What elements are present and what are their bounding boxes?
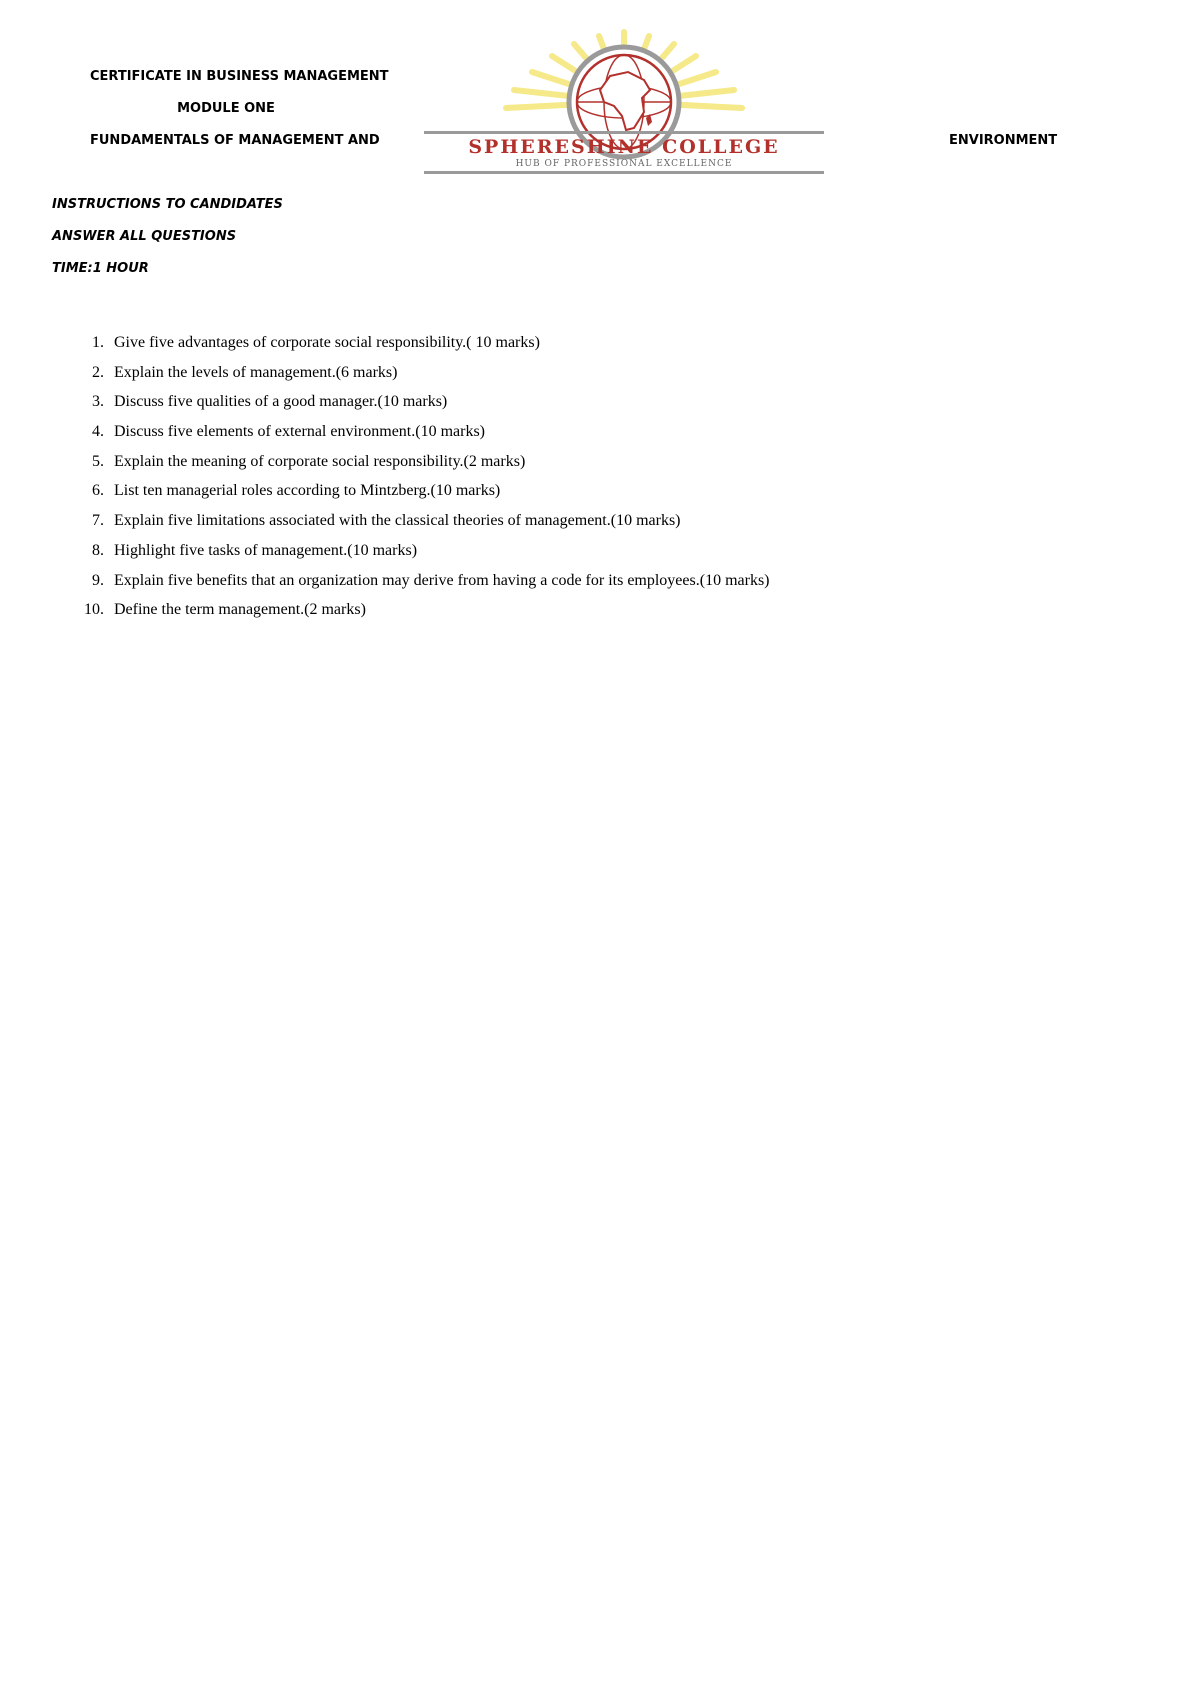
- question-number: 7.: [92, 512, 104, 530]
- question-item: [60, 571, 770, 601]
- answer-all-note: ANSWER ALL QUESTIONS: [52, 229, 237, 244]
- module-label: MODULE ONE: [177, 101, 275, 116]
- question-text: Explain five limitations associated with the classical theories of management.(10 marks): [114, 512, 681, 530]
- question-number: 9.: [92, 571, 104, 589]
- question-number: 8.: [92, 541, 104, 559]
- question-text: Discuss five elements of external environment.(10 marks): [114, 423, 485, 441]
- instructions-heading: INSTRUCTIONS TO CANDIDATES: [52, 197, 283, 212]
- certificate-title: CERTIFICATE IN BUSINESS MANAGEMENT: [90, 69, 389, 84]
- college-logo: [414, 24, 834, 194]
- question-text: Highlight five tasks of management.(10 marks): [114, 541, 418, 559]
- question-text: List ten managerial roles according to Mintzberg.(10 marks): [114, 482, 501, 500]
- question-number: 2.: [92, 363, 104, 381]
- question-number: 4.: [92, 423, 104, 441]
- question-item: [60, 452, 770, 482]
- course-title-left: FUNDAMENTALS OF MANAGEMENT AND: [90, 133, 380, 148]
- question-number: 10.: [84, 601, 104, 619]
- question-item: [60, 333, 770, 363]
- question-item: [60, 481, 770, 511]
- question-item: [60, 600, 770, 630]
- question-item: [60, 363, 770, 393]
- question-text: Define the term management.(2 marks): [114, 601, 366, 619]
- time-allowed: TIME:1 HOUR: [52, 261, 149, 276]
- question-text: Give five advantages of corporate social responsibility.( 10 marks): [114, 334, 540, 351]
- question-number: 6.: [92, 482, 104, 500]
- question-item: [60, 422, 770, 452]
- question-number: 1.: [92, 334, 104, 351]
- question-item: [60, 541, 770, 571]
- question-number: 5.: [92, 452, 104, 470]
- question-text: Explain five benefits that an organization may derive from having a code for its employees.(10 marks): [114, 571, 770, 589]
- question-list: [60, 333, 770, 630]
- course-title-right: ENVIRONMENT: [949, 133, 1058, 148]
- question-item: [60, 392, 770, 422]
- logo-college-name: SPHERESHINE COLLEGE: [468, 136, 780, 158]
- question-text: Discuss five qualities of a good manager.(10 marks): [114, 393, 448, 411]
- question-text: Explain the meaning of corporate social responsibility.(2 marks): [114, 452, 526, 470]
- question-item: [60, 511, 770, 541]
- question-text: Explain the levels of management.(6 marks): [114, 363, 398, 381]
- question-number: 3.: [92, 393, 104, 411]
- logo-tagline: HUB OF PROFESSIONAL EXCELLENCE: [515, 159, 733, 169]
